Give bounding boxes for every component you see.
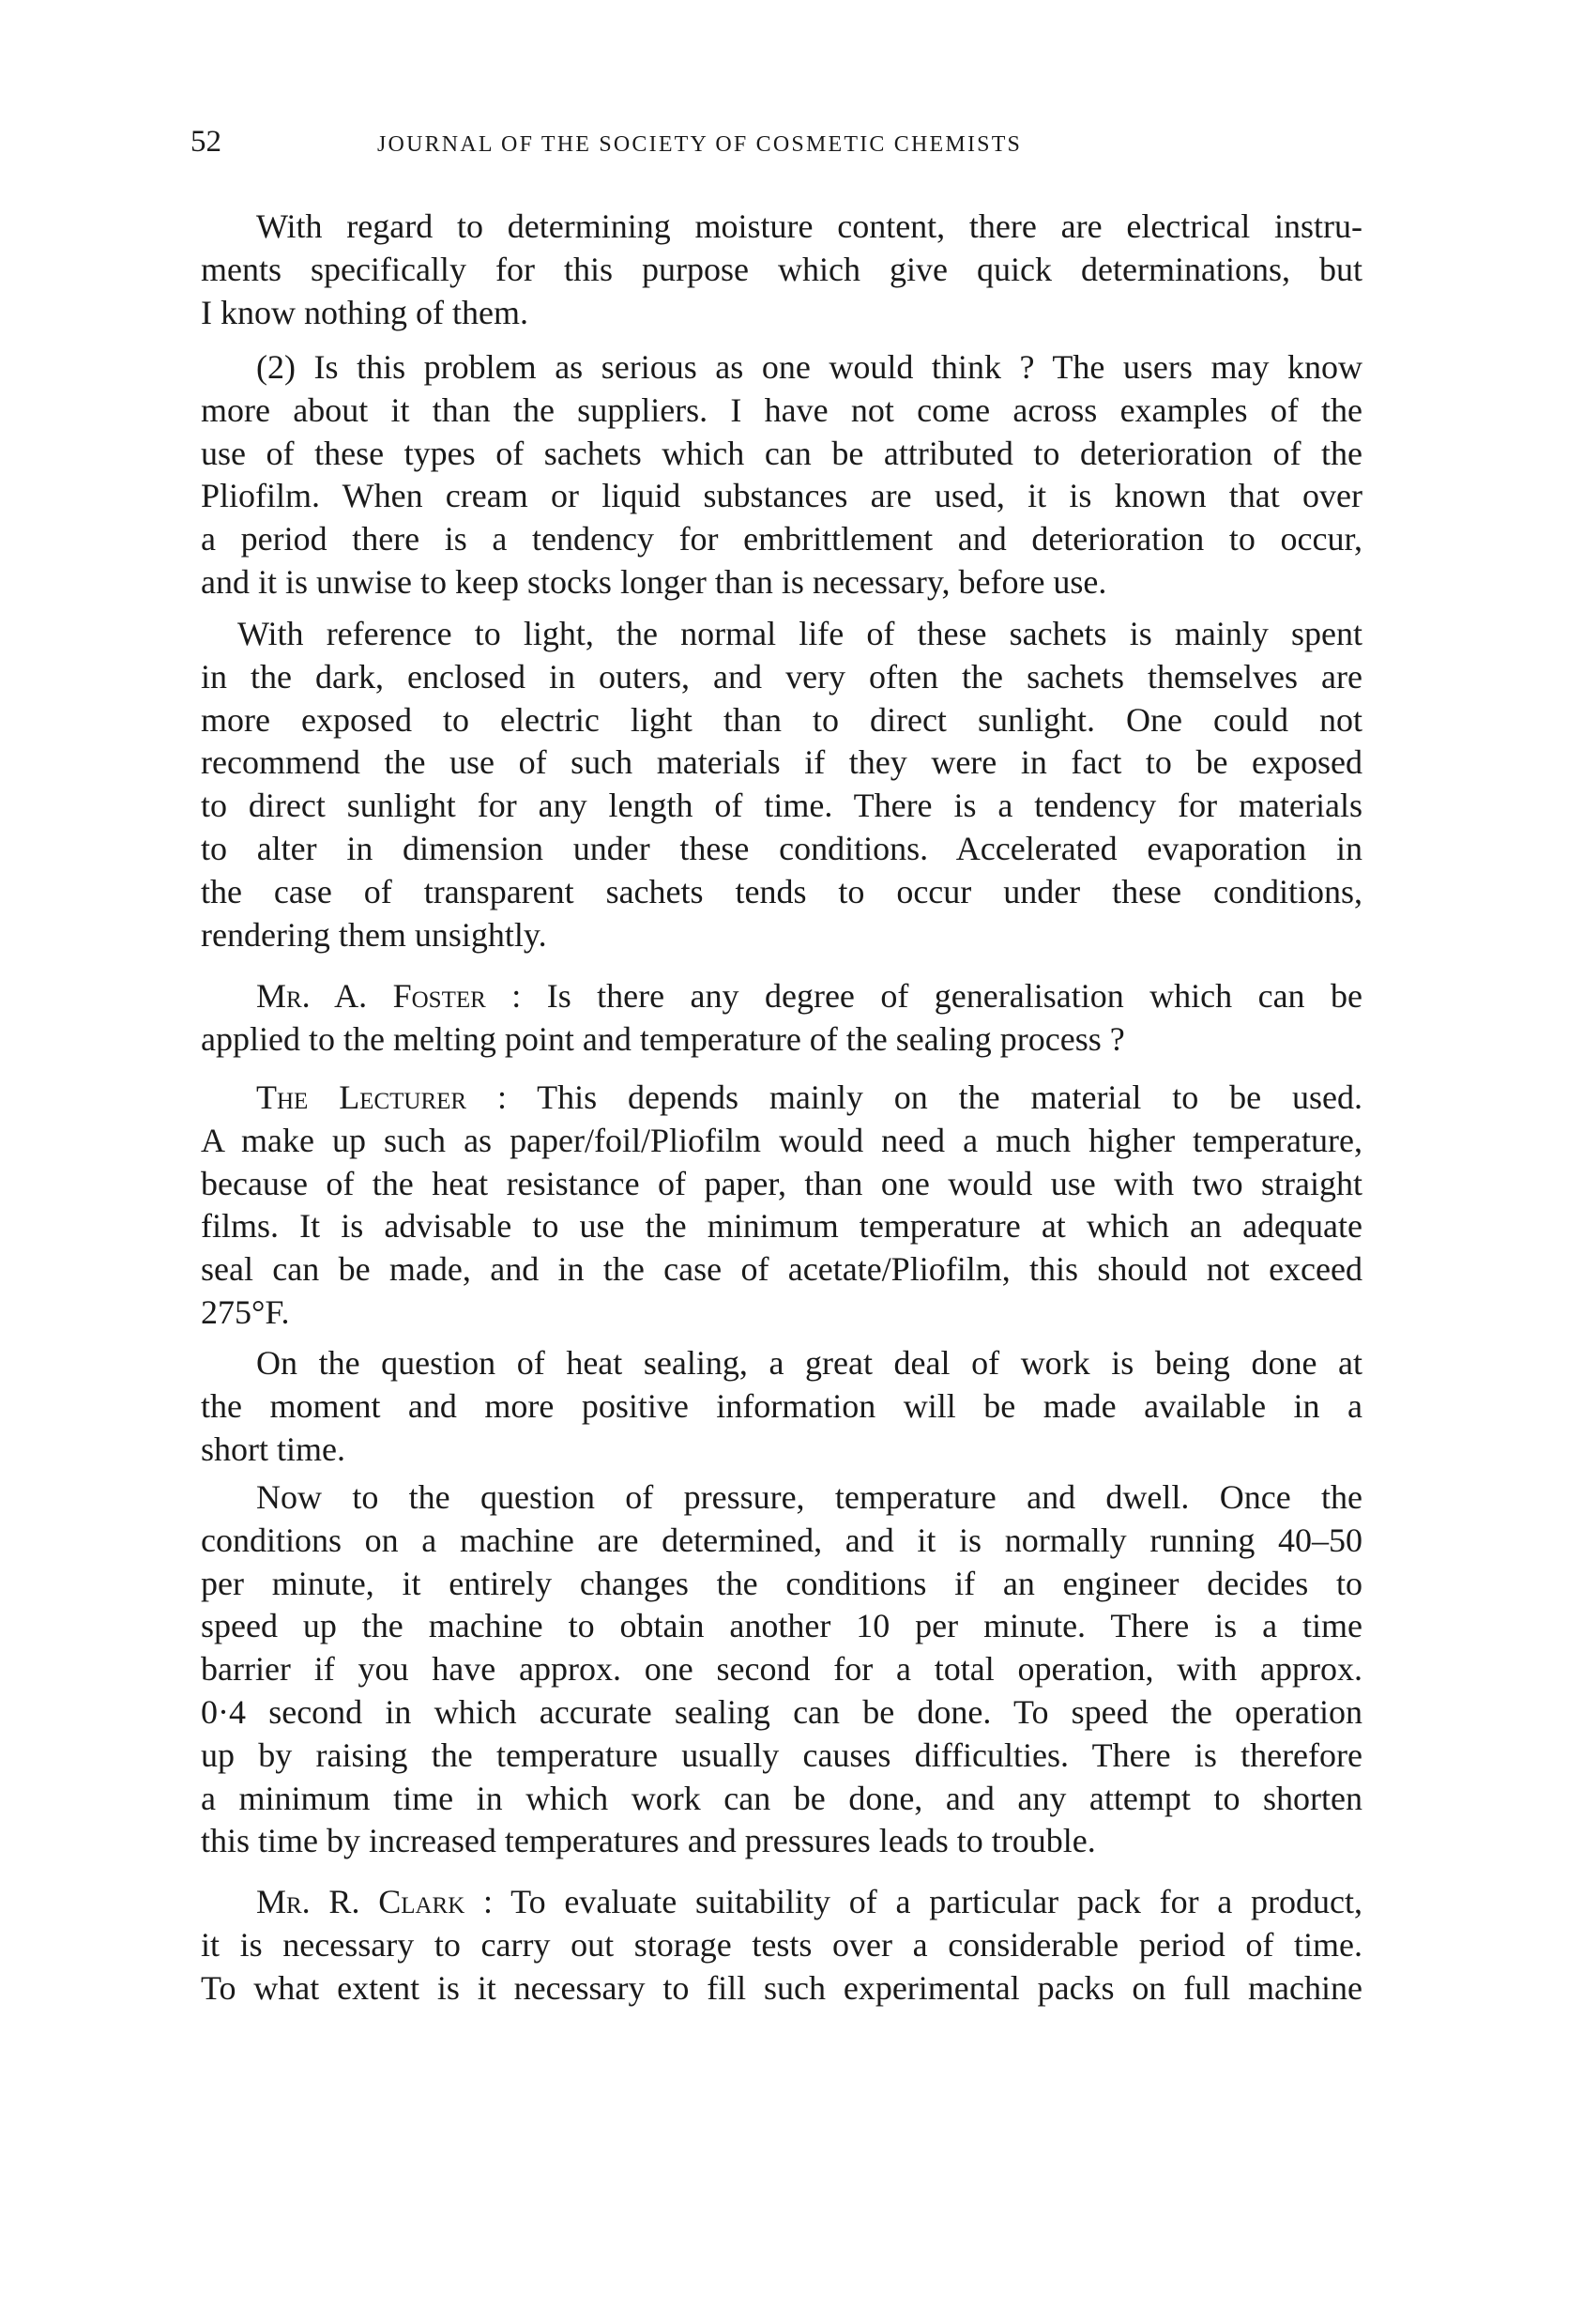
line-text: use of these types of sachets which can be attributed to deterioration of the — [201, 434, 1362, 472]
text-line — [201, 475, 1362, 518]
page-number: 52 — [190, 125, 221, 159]
line-text: 0·4 second in which accurate sealing can be done. To speed the operation — [201, 1692, 1362, 1731]
text-line — [201, 1205, 1362, 1248]
text-line — [201, 292, 1362, 335]
paragraph — [201, 1342, 1362, 1471]
line-text: To what extent is it necessary to fill such experimental packs on full machine — [201, 1968, 1362, 2007]
line-text: rendering them unsightly. — [201, 915, 547, 954]
line-text: I know nothing of them. — [201, 293, 528, 331]
line-text: barrier if you have approx. one second for a total operation, with approx. — [201, 1650, 1362, 1689]
line-text: films. It is advisable to use the minimum temperature at which an adequate — [201, 1207, 1362, 1246]
speaker-name: The Lecturer : — [256, 1078, 507, 1116]
text-line — [201, 561, 1362, 604]
text-line — [201, 1429, 1362, 1472]
text-line — [201, 1778, 1362, 1821]
text-line — [201, 1691, 1362, 1735]
text-line — [201, 1163, 1362, 1206]
paragraph — [201, 1077, 1362, 1335]
line-text: Pliofilm. When cream or liquid substances are used, it is known that over — [201, 477, 1362, 515]
text-line — [201, 1292, 1362, 1335]
line-text: recommend the use of such materials if they were in fact to be exposed — [201, 743, 1362, 782]
text-line — [201, 1520, 1362, 1563]
line-text: ments specifically for this purpose which give quick determinations, but — [201, 250, 1362, 288]
text-line — [201, 914, 1362, 957]
text-line — [201, 1077, 1362, 1120]
line-text: in the dark, enclosed in outers, and very often the sachets themselves are — [201, 657, 1362, 696]
paragraph — [201, 613, 1362, 956]
text-line — [201, 1924, 1362, 1967]
speaker-name: Mr. A. Foster : — [256, 977, 522, 1015]
text-line — [201, 1476, 1362, 1520]
line-text: seal can be made, and in the case of acetate/Pliofilm, this should not exceed — [201, 1250, 1362, 1289]
text-line — [201, 1563, 1362, 1606]
text-line — [201, 785, 1362, 828]
text-line — [201, 742, 1362, 785]
line-text: a period there is a tendency for embrittlement and deterioration to occur, — [201, 520, 1362, 558]
text-line — [201, 346, 1362, 390]
speaker-name: Mr. R. Clark : — [256, 1883, 494, 1920]
text-line — [201, 828, 1362, 871]
line-text: (2) Is this problem as serious as one would think ? The users may know — [256, 348, 1362, 386]
line-text: up by raising the temperature usually causes difficulties. There is therefore — [201, 1735, 1362, 1774]
paragraph — [201, 975, 1362, 1062]
text-line — [201, 1735, 1362, 1778]
line-text: more exposed to electric light than to direct sunlight. One could not — [201, 700, 1362, 739]
line-text: the case of transparent sachets tends to occur under these conditions, — [201, 872, 1362, 910]
line-text: to direct sunlight for any length of time. There is a tendency for materials — [201, 787, 1362, 825]
paragraph — [201, 346, 1362, 604]
running-head: JOURNAL OF THE SOCIETY OF COSMETIC CHEMISTS — [377, 132, 1023, 157]
text-line — [201, 871, 1362, 914]
text-line — [201, 1881, 1362, 1924]
line-text: With reference to light, the normal life of these sachets is mainly spent — [237, 615, 1362, 652]
line-text: Is there any degree of generalisation which can be — [521, 977, 1362, 1015]
line-text: more about it than the suppliers. I have not come across examples of the — [201, 390, 1362, 429]
paragraph — [201, 206, 1362, 334]
line-text: speed up the machine to obtain another 10 per minute. There is a time — [201, 1607, 1362, 1645]
text-line — [201, 1967, 1362, 2011]
line-text: This depends mainly on the material to be used. — [506, 1078, 1362, 1116]
text-line — [201, 656, 1362, 699]
text-line — [201, 1385, 1362, 1429]
text-line — [201, 699, 1362, 742]
text-line — [201, 975, 1362, 1018]
text-line — [201, 518, 1362, 561]
line-text: to alter in dimension under these conditions. Accelerated evaporation in — [201, 829, 1362, 867]
text-line — [201, 249, 1362, 292]
paragraph — [201, 1881, 1362, 2010]
line-text: because of the heat resistance of paper, than one would use with two straight — [201, 1164, 1362, 1202]
line-text: and it is unwise to keep stocks longer than is necessary, before use. — [201, 562, 1107, 601]
line-text: this time by increased temperatures and pressures leads to trouble. — [201, 1822, 1096, 1860]
line-text: Now to the question of pressure, temperature and dwell. Once the — [256, 1478, 1362, 1516]
line-text: On the question of heat sealing, a great deal of work is being done at — [256, 1344, 1362, 1382]
text-line — [201, 613, 1362, 656]
text-line — [201, 206, 1362, 249]
line-text: applied to the melting point and temperature of the sealing process ? — [201, 1019, 1125, 1058]
line-text: per minute, it entirely changes the conditions if an engineer decides to — [201, 1564, 1362, 1602]
text-line — [201, 1648, 1362, 1691]
text-line — [201, 390, 1362, 433]
line-text: it is necessary to carry out storage tests over a considerable period of time. — [201, 1925, 1362, 1964]
text-line — [201, 1820, 1362, 1863]
text-line — [201, 1120, 1362, 1163]
line-text: With regard to determining moisture content, there are electrical instru- — [256, 207, 1362, 245]
line-text: To evaluate suitability of a particular pack for a product, — [493, 1883, 1363, 1920]
line-text: the moment and more positive information will be made available in a — [201, 1386, 1362, 1425]
line-text: a minimum time in which work can be done, and any attempt to shorten — [201, 1779, 1362, 1817]
line-text: short time. — [201, 1430, 345, 1468]
paragraph — [201, 1476, 1362, 1863]
text-line — [201, 1018, 1362, 1062]
line-text: 275°F. — [201, 1292, 290, 1331]
line-text: conditions on a machine are determined, and it is normally running 40–50 — [201, 1521, 1362, 1559]
text-line — [201, 433, 1362, 476]
line-text: A make up such as paper/foil/Pliofilm would need a much higher temperature, — [201, 1121, 1362, 1159]
text-line — [201, 1342, 1362, 1385]
text-line — [201, 1248, 1362, 1292]
text-line — [201, 1605, 1362, 1648]
